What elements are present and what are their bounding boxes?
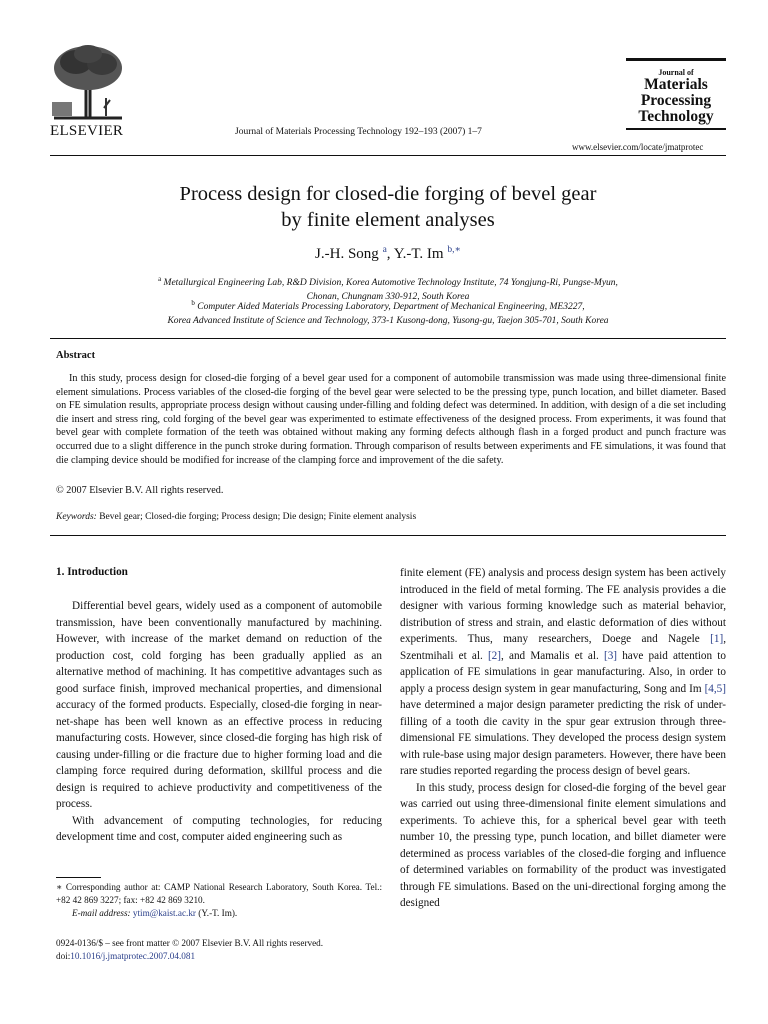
affiliation-mark-link[interactable]: a (382, 245, 387, 255)
body-text: , and Mamalis et al. (501, 649, 604, 662)
footnote-email-line (56, 907, 382, 920)
doi-line (56, 950, 323, 963)
body-text: have determined a major design parameter predicting the risk of under-filling of a tooth die cavity in the spur gear extrusion through three-dimensional FE simulations. They developed the process design system with rule-base using major design parameters. However, there have been rare studies reported regarding the process design of bevel gears. (400, 699, 726, 777)
issn-line: 0924-0136/$ – see front matter © 2007 Elsevier B.V. All rights reserved. (56, 938, 324, 948)
front-matter (56, 937, 323, 963)
abstract-divider-top (50, 338, 726, 339)
affiliation-text: Chonan, Chungnam 330-912, South Korea (306, 292, 470, 303)
body-paragraph (400, 565, 726, 780)
section-heading: 1. Introduction (56, 566, 128, 578)
body-paragraph: In this study, process design for closed-die forging of the bevel gear was carried out using three-dimensional finite element simulations and experiments. To achieve this, for a spherical bevel gear with teeth number 10, the pressing type, punch location, and billet diameter were determined as process variables of the closed-die forging and influence of determined variables on formability of the product was investigated through FE simulations. Based on the uni-directional forging among the designed (400, 781, 726, 909)
affiliation-text: Computer Aided Materials Processing Laboratory, Department of Mechanical Engineering, ME3227, (194, 302, 585, 313)
affiliation-text: Metallurgical Engineering Lab, R&D Division, Korea Automotive Technology Institute, 74 Yongjung-Ri, Pungse-Myun, (161, 278, 618, 289)
journal-brand-line: Processing (640, 92, 712, 109)
title-line: by finite element analyses (281, 209, 495, 231)
header-divider (50, 155, 726, 156)
citation-link[interactable]: [3] (603, 649, 618, 662)
email-link[interactable]: ytim@kaist.ac.kr (132, 907, 196, 918)
footnote-text: ∗ Corresponding author at: CAMP National Research Laboratory, South Korea. Tel.: +82 42 869 3227; fax: +82 42 869 3210. (56, 882, 382, 905)
keywords-text: Bevel gear; Closed-die forging; Process design; Die design; Finite element analysis (96, 512, 417, 522)
affiliation-b (50, 296, 726, 328)
journal-brand-small: Journal of (658, 68, 694, 77)
elsevier-tree-logo-icon (48, 40, 128, 122)
citation-link[interactable]: [4,5] (704, 682, 726, 695)
body-text: have paid attention to application of FE simulations in gear manufacturing. Also, in order to apply a process design system in gear manufacturing, Song and Im (400, 649, 727, 695)
citation-link[interactable]: [1] (710, 633, 724, 645)
journal-brand-line: Technology (638, 108, 714, 125)
author-name: J.-H. Song (315, 246, 379, 262)
footnote-divider (56, 877, 101, 878)
keywords-label: Keywords: (56, 512, 97, 522)
abstract-heading: Abstract (56, 350, 96, 361)
author-separator: , (386, 246, 394, 262)
paper-title (50, 181, 726, 233)
affiliation-marker: b (191, 299, 195, 307)
journal-url-link[interactable]: www.elsevier.com/locate/jmatprotec (572, 142, 704, 152)
body-paragraph: Differential bevel gears, widely used as a component of automobile transmission, have been conventionally manufactured by machining. However, with increase of the market demand on reduction of the production cost, cold forging has been gradually applied as an alternative method of machining. It has competitive advantages such as good surface finish, improved mechanical properties, and dimensional accuracy of the formed products. Especially, closed-die forging in near-net-shape has been well known as an effective process in reducing manufacturing costs. However, since closed-die forging has high risk of causing under-filling or die fracture due to higher forming load and die clamping force required during deformation, skillful process and die design is required to achieve productivity and competitiveness of the process. (56, 600, 382, 810)
author-name: Y.-T. Im (393, 246, 444, 262)
abstract-body (56, 372, 726, 467)
copyright-notice: © 2007 Elsevier B.V. All rights reserved. (56, 485, 224, 496)
body-text: , Szentmihali et al. (400, 633, 726, 662)
abstract-text: In this study, process design for closed-die forging of a bevel gear used for a component of automobile transmission was made using three-dimensional finite element simulations. Process variables of the closed-die forging of the bevel gear were selected to be the pressing type, punch location, and billet diameter. Based on FE simulation results, appropriate process design without causing under-filling and folding defect was determined. In addition, with design of a die set including die insert and stress ring, cold forging of the bevel gear was experimented to estimate effectiveness of the designed process. From experiments, it was found that bevel gear with complete formation of the teeth was obtained without making any forming defects although flash in a forged product and punch fracture was occurred due to a slight difference in the punch stroke during formation. Through comparison of results between experiments and FE simulations, it was found that die clamping device should be modified for increase of the clamping force and improvement of the die safety. (56, 373, 726, 466)
keywords (56, 512, 416, 522)
doi-link[interactable]: 10.1016/j.jmatprotec.2007.04.081 (70, 950, 196, 961)
publisher-name: ELSEVIER (50, 123, 124, 139)
affiliation-mark-link[interactable]: b,∗ (447, 245, 461, 255)
author-list (50, 244, 726, 263)
journal-brand-line: Materials (644, 76, 708, 93)
email-suffix: (Y.-T. Im). (195, 907, 238, 918)
journal-brand (626, 58, 726, 130)
affiliation-text: Korea Advanced Institute of Science and Technology, 373-1 Kusong-dong, Yusong-gu, Taejon 305-701, South Korea (167, 316, 609, 327)
body-text: finite element (FE) analysis and process design system has been actively introduced in the field of metal forming. The FE analysis provides a die designer with various forming knowledge such as material behavior, distribution of stress and strain, and elastic deformation of dies without experiments. Thus, many researchers, Doege and Nagele (400, 567, 726, 645)
affiliation-marker: a (158, 275, 162, 283)
email-label: E-mail address: (72, 907, 131, 918)
citation-link[interactable]: [2] (487, 649, 501, 662)
title-line: Process design for closed-die forging of bevel gear (179, 183, 597, 205)
brand-divider (626, 128, 726, 130)
journal-citation: Journal of Materials Processing Technology 192–193 (2007) 1–7 (235, 127, 482, 137)
doi-label: doi: (56, 950, 71, 961)
body-paragraph: With advancement of computing technologies, for reducing development time and cost, computer aided engineering such as (56, 814, 382, 843)
corresponding-author-footnote (56, 881, 382, 919)
abstract-divider-bottom (50, 535, 726, 536)
right-column (400, 565, 726, 912)
left-column (56, 598, 382, 846)
